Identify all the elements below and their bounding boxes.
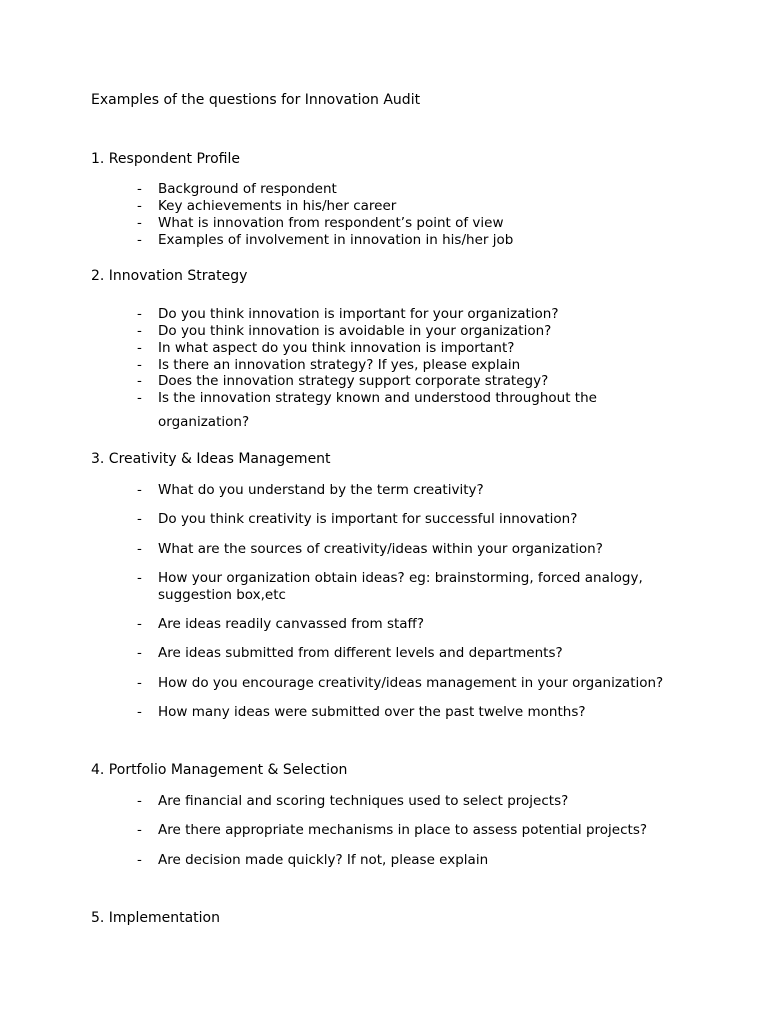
- bullet-dash: -: [137, 645, 142, 661]
- bullet-dash: -: [137, 198, 142, 214]
- bullet-dash: -: [137, 373, 142, 389]
- bullet-dash: -: [137, 306, 142, 322]
- bullet-dash: -: [137, 541, 142, 557]
- bullet-dash: -: [137, 793, 142, 809]
- section-heading-implementation: 5. Implementation: [91, 910, 220, 926]
- bullet-dash: -: [137, 570, 142, 586]
- bullet-dash: -: [137, 357, 142, 373]
- list-item-continuation: organization?: [158, 414, 250, 430]
- document-title: Examples of the questions for Innovation Audit: [91, 92, 421, 108]
- bullet-dash: -: [137, 390, 142, 406]
- section-heading-portfolio-management: 4. Portfolio Management & Selection: [91, 762, 348, 778]
- bullet-dash: -: [137, 232, 142, 248]
- bullet-dash: -: [137, 215, 142, 231]
- bullet-dash: -: [137, 704, 142, 720]
- section-heading-creativity-ideas: 3. Creativity & Ideas Management: [91, 451, 331, 467]
- bullet-dash: -: [137, 511, 142, 527]
- bullet-dash: -: [137, 181, 142, 197]
- bullet-dash: -: [137, 852, 142, 868]
- section-heading-respondent-profile: 1. Respondent Profile: [91, 151, 240, 167]
- list-item-continuation: suggestion box,etc: [158, 587, 286, 603]
- bullet-dash: -: [137, 675, 142, 691]
- section-heading-innovation-strategy: 2. Innovation Strategy: [91, 268, 248, 284]
- bullet-dash: -: [137, 822, 142, 838]
- bullet-dash: -: [137, 340, 142, 356]
- bullet-dash: -: [137, 482, 142, 498]
- bullet-dash: -: [137, 323, 142, 339]
- bullet-dash: -: [137, 616, 142, 632]
